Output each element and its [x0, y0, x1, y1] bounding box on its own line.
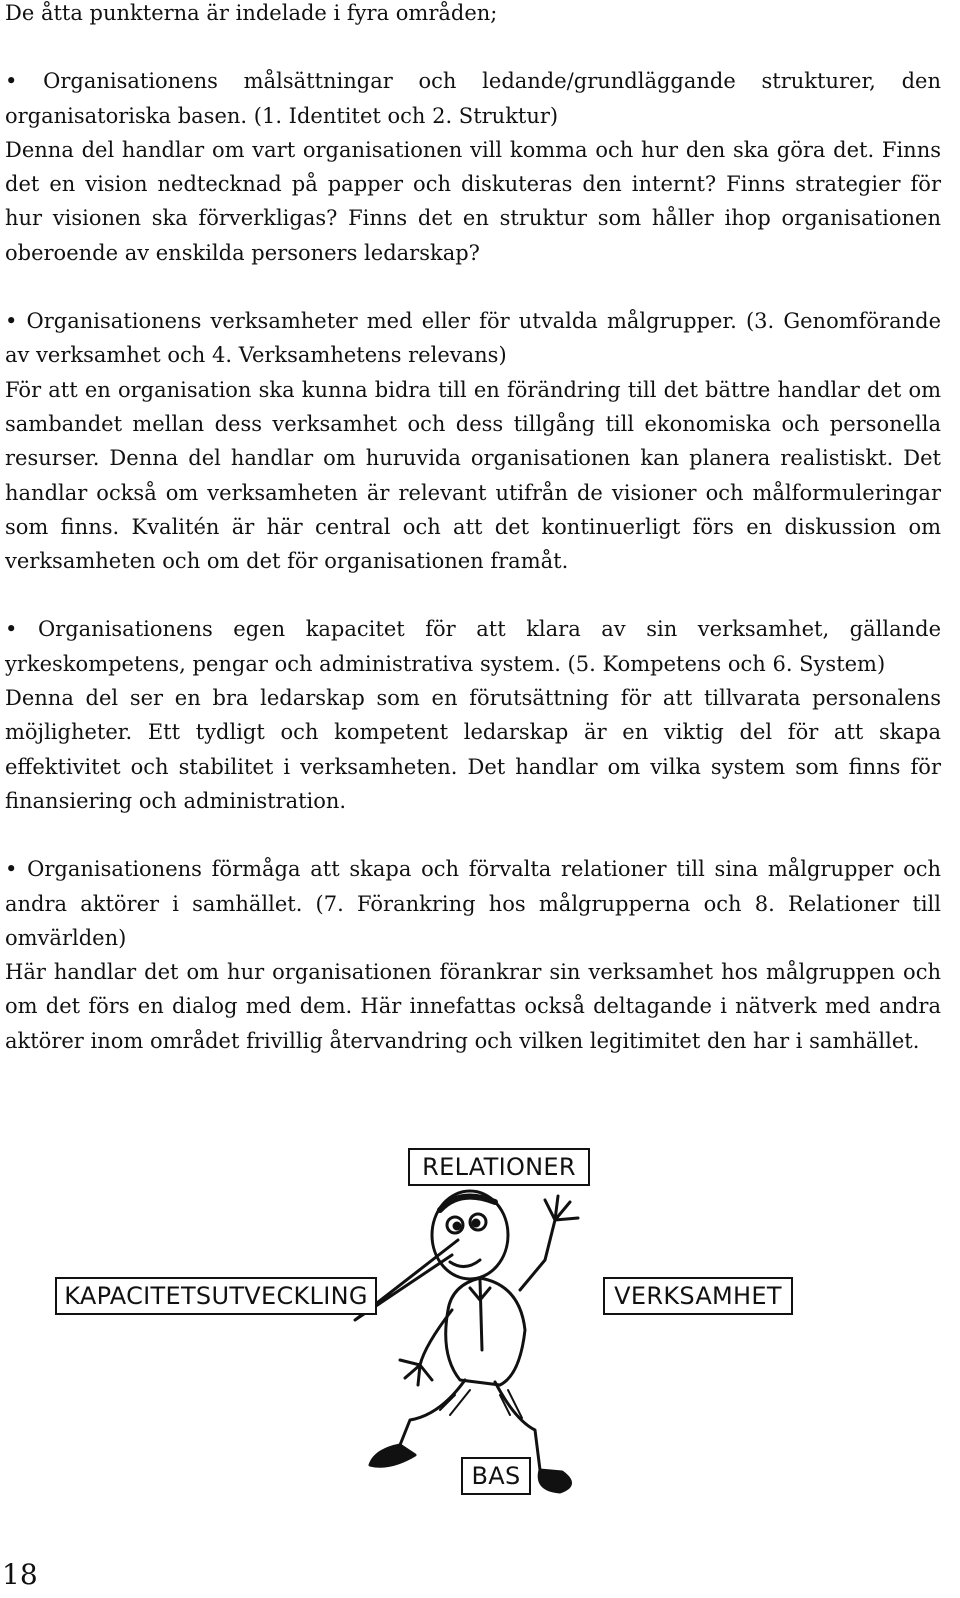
intro-text: De åtta punkterna är indelade i fyra områden;: [5, 1, 498, 25]
section-4-body: Här handlar det om hur organisationen förankrar sin verksamhet hos målgruppen och om det förs en dialog med dem. Här innefattas också deltagande i nätverk med andra aktörer inom området frivillig återvandring och vilken legitimitet den har i samhället.: [5, 960, 941, 1053]
organisation-diagram: [0, 1120, 960, 1520]
body-text: [5, 0, 941, 1058]
section-3-heading: • Organisationens egen kapacitet för att klara av sin verksamhet, gällande yrkeskompetens, pengar och administrativa system. (5. Kompetens och 6. System): [5, 617, 941, 676]
relationer-label: RELATIONER: [408, 1148, 590, 1186]
kapacitetsutveckling-label: KAPACITETSUTVECKLING: [55, 1277, 377, 1315]
section-4-heading: • Organisationens förmåga att skapa och förvalta relationer till sina målgrupper och andra aktörer i samhället. (7. Förankring hos målgrupperna och 8. Relationer till omvärlden): [5, 857, 941, 950]
section-2-body: För att en organisation ska kunna bidra till en förändring till det bättre handlar det om sambandet mellan dess verksamhet och dess tillgång till ekonomiska och personella resurser. Denna del handlar om huruvida organisationen kan planera realistiskt. Det handlar också om verksamheten är relevant utifrån de visioner och målformuleringar som finns. Kvalitén är här central och att det kontinuerligt förs en diskussion om verksamheten och om det för organisationen framåt.: [5, 377, 941, 574]
section-3-body: Denna del ser en bra ledarskap som en förutsättning för att tillvarata personalens möjligheter. Ett tydligt och kompetent ledarskap är en viktig del för att skapa effektivitet och stabilitet i verksamheten. Det handlar om vilka system som finns för finansiering och administration.: [5, 686, 941, 813]
verksamhet-label: VERKSAMHET: [603, 1277, 793, 1315]
section-2-heading: • Organisationens verksamheter med eller för utvalda målgrupper. (3. Genomförande av verksamhet och 4. Verksamhetens relevans): [5, 309, 941, 368]
page-number: 18: [2, 1558, 38, 1591]
section-1-heading: • Organisationens målsättningar och ledande/grundläggande strukturer, den organisatoriska basen. (1. Identitet och 2. Struktur): [5, 69, 941, 128]
bas-label: BAS: [461, 1457, 531, 1495]
section-1-body: Denna del handlar om vart organisationen vill komma och hur den ska göra det. Finns det en vision nedtecknad på papper och diskuteras den internt? Finns strategier för hur visionen ska förverkligas? Finns det en struktur som håller ihop organisationen oberoende av enskilda personers ledarskap?: [5, 137, 941, 265]
